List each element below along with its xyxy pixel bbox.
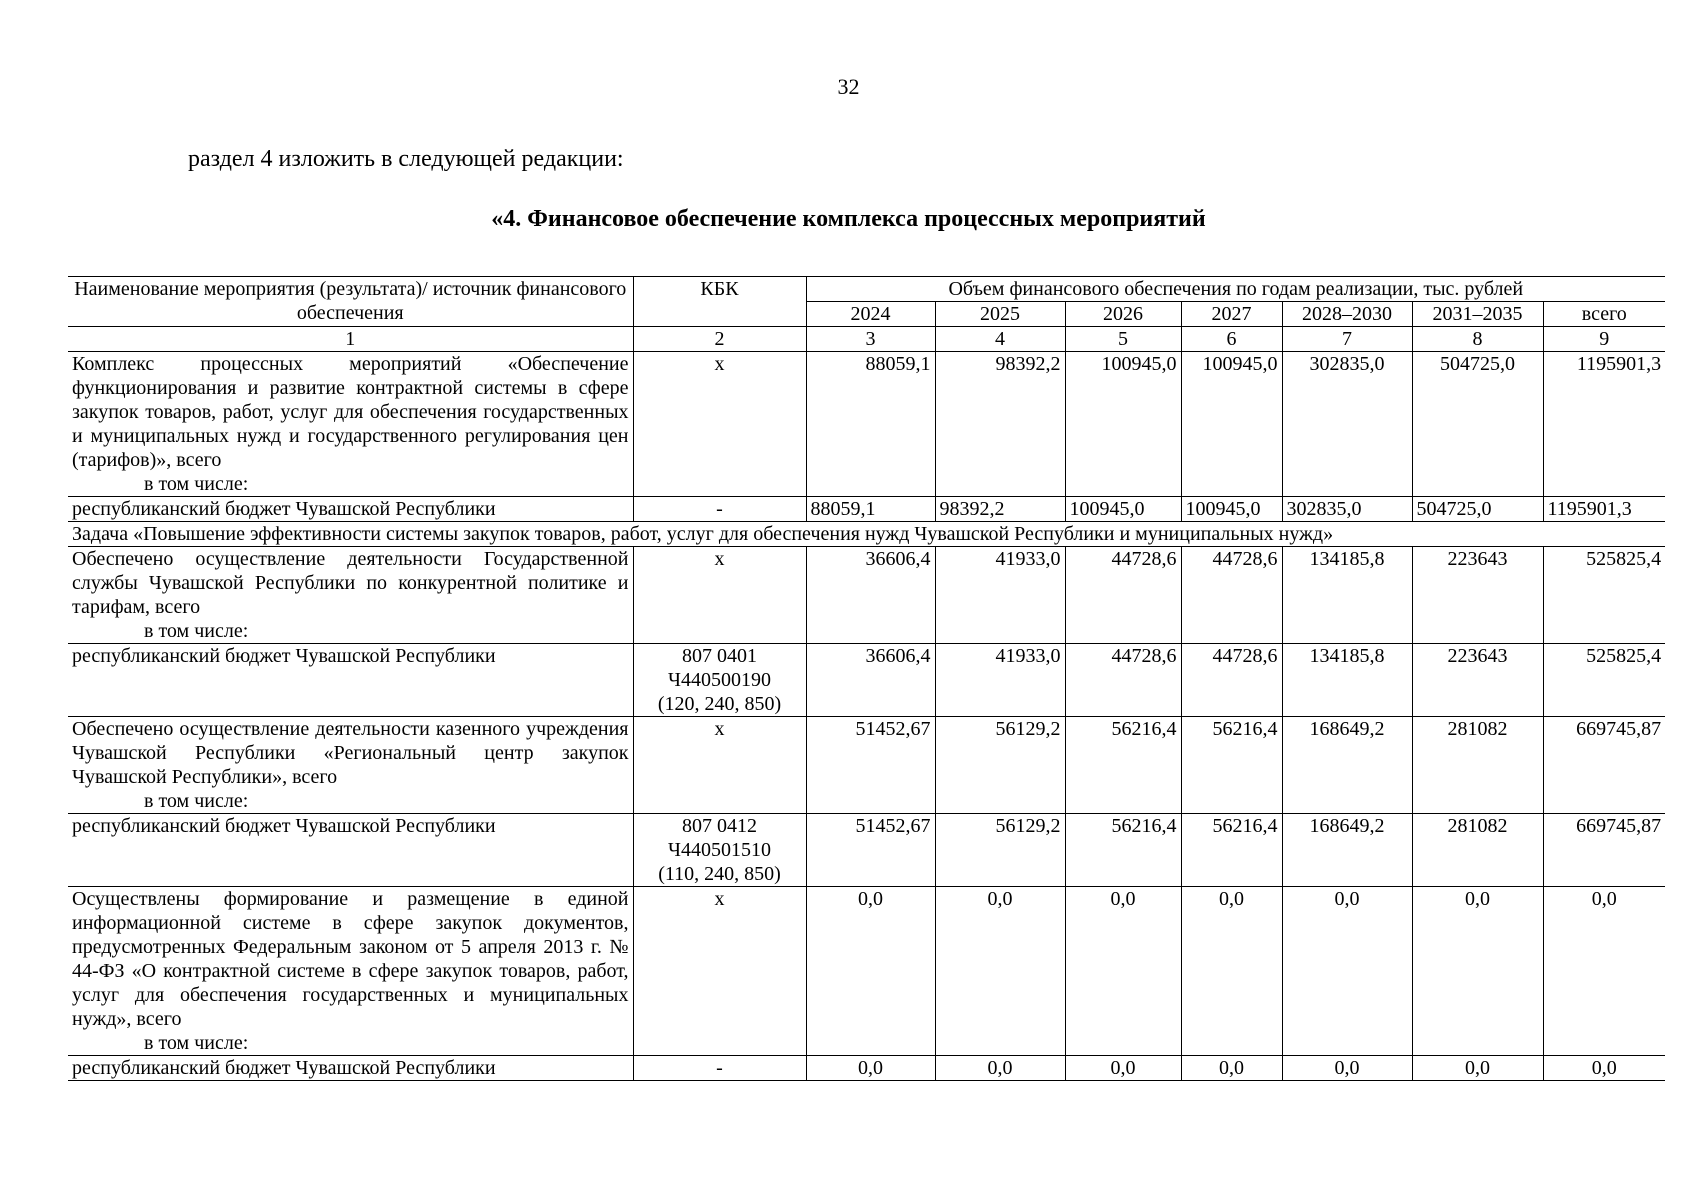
row-name: республиканский бюджет Чувашской Республики <box>68 1056 633 1081</box>
cell-2031-2035: 0,0 <box>1412 1056 1543 1081</box>
cell-2024: 51452,67 <box>806 717 935 814</box>
cell-total: 1195901,3 <box>1543 352 1665 497</box>
cell-2027: 44728,6 <box>1181 547 1282 644</box>
row-kbk: х <box>633 717 806 814</box>
column-number: 2 <box>633 327 806 352</box>
cell-2031-2035: 281082 <box>1412 717 1543 814</box>
section-heading: «4. Финансовое обеспечение комплекса процессных мероприятий <box>491 206 1206 232</box>
cell-2028-2030: 302835,0 <box>1282 497 1412 522</box>
header-year: 2025 <box>935 302 1065 327</box>
row-kbk: х <box>633 352 806 497</box>
intro-text: раздел 4 изложить в следующей редакции: <box>188 146 624 172</box>
row-note: в том числе: <box>144 1032 249 1054</box>
cell-2028-2030: 0,0 <box>1282 887 1412 1056</box>
kbk-line: 807 0412 <box>682 815 757 837</box>
cell-total: 0,0 <box>1543 887 1665 1056</box>
cell-2025: 56129,2 <box>935 717 1065 814</box>
cell-2025: 41933,0 <box>935 644 1065 717</box>
cell-2027: 0,0 <box>1181 1056 1282 1081</box>
cell-2031-2035: 223643 <box>1412 644 1543 717</box>
table-row <box>68 547 1665 644</box>
column-number: 9 <box>1543 327 1665 352</box>
row-note: в том числе: <box>144 473 249 495</box>
cell-2028-2030: 168649,2 <box>1282 717 1412 814</box>
kbk-line: (120, 240, 850) <box>657 693 782 715</box>
cell-2028-2030: 134185,8 <box>1282 644 1412 717</box>
cell-total: 1195901,3 <box>1543 497 1665 522</box>
cell-2028-2030: 0,0 <box>1282 1056 1412 1081</box>
row-kbk: - <box>633 1056 806 1081</box>
cell-2031-2035: 281082 <box>1412 814 1543 887</box>
table-row <box>68 814 1665 887</box>
column-number: 3 <box>806 327 935 352</box>
column-number: 5 <box>1065 327 1181 352</box>
row-name: Комплекс процессных мероприятий «Обеспечение функционирования и развитие контрактной системы в сфере закупок товаров, работ, услуг для обеспечения государственных и муниципальных нужд и государственного регулирования цен (тарифов)», всего в том числе: <box>68 352 633 497</box>
cell-2026: 0,0 <box>1065 887 1181 1056</box>
cell-2025: 41933,0 <box>935 547 1065 644</box>
task-text: Задача «Повышение эффективности системы закупок товаров, работ, услуг для обеспечения нужд Чувашской Республики и муниципальных нужд» <box>68 522 1665 547</box>
kbk-line: Ч440500190 <box>668 669 771 691</box>
cell-2027: 0,0 <box>1181 887 1282 1056</box>
cell-2031-2035: 504725,0 <box>1412 497 1543 522</box>
cell-2025: 0,0 <box>935 1056 1065 1081</box>
row-name: республиканский бюджет Чувашской Республики <box>68 814 633 887</box>
cell-2026: 44728,6 <box>1065 547 1181 644</box>
column-number: 1 <box>68 327 633 352</box>
row-kbk: х <box>633 547 806 644</box>
cell-2024: 36606,4 <box>806 547 935 644</box>
row-kbk: х <box>633 887 806 1056</box>
table-row <box>68 887 1665 1056</box>
cell-2027: 100945,0 <box>1181 497 1282 522</box>
cell-2024: 0,0 <box>806 887 935 1056</box>
kbk-line: (110, 240, 850) <box>658 863 781 885</box>
row-name: республиканский бюджет Чувашской Республики <box>68 644 633 717</box>
kbk-line: 807 0401 <box>682 645 757 667</box>
cell-total: 525825,4 <box>1543 644 1665 717</box>
header-year: 2027 <box>1181 302 1282 327</box>
header-year: 2026 <box>1065 302 1181 327</box>
kbk-line: Ч440501510 <box>668 839 771 861</box>
row-name: Осуществлены формирование и размещение в единой информационной системе в сфере закупок документов, предусмотренных Федеральным законом от 5 апреля 2013 г. № 44-ФЗ «О контрактной системе в сфере закупок товаров, работ, услуг для обеспечения государственных и муниципальных нужд», всего в том числе: <box>68 887 633 1056</box>
header-year: 2031–2035 <box>1412 302 1543 327</box>
table-row <box>68 352 1665 497</box>
table-row <box>68 717 1665 814</box>
column-number: 4 <box>935 327 1065 352</box>
cell-2028-2030: 168649,2 <box>1282 814 1412 887</box>
cell-2024: 51452,67 <box>806 814 935 887</box>
header-volume: Объем финансового обеспечения по годам реализации, тыс. рублей <box>806 277 1665 302</box>
cell-2026: 56216,4 <box>1065 717 1181 814</box>
header-year: 2024 <box>806 302 935 327</box>
cell-2026: 100945,0 <box>1065 352 1181 497</box>
row-name: Обеспечено осуществление деятельности Государственной службы Чувашской Республики по конкурентной политике и тарифам, всего в том числе: <box>68 547 633 644</box>
cell-2024: 88059,1 <box>806 352 935 497</box>
row-note: в том числе: <box>144 790 249 812</box>
header-kbk: КБК <box>633 277 806 327</box>
cell-2026: 0,0 <box>1065 1056 1181 1081</box>
header-year: 2028–2030 <box>1282 302 1412 327</box>
cell-2025: 98392,2 <box>935 352 1065 497</box>
header-name: Наименование мероприятия (результата)/ источник финансового обеспечения <box>68 277 633 327</box>
cell-2028-2030: 302835,0 <box>1282 352 1412 497</box>
column-number: 6 <box>1181 327 1282 352</box>
cell-total: 669745,87 <box>1543 717 1665 814</box>
row-kbk <box>633 644 806 717</box>
cell-2026: 100945,0 <box>1065 497 1181 522</box>
page-number: 32 <box>837 74 860 99</box>
cell-2025: 0,0 <box>935 887 1065 1056</box>
cell-2028-2030: 134185,8 <box>1282 547 1412 644</box>
cell-2024: 88059,1 <box>806 497 935 522</box>
cell-2026: 44728,6 <box>1065 644 1181 717</box>
cell-2031-2035: 223643 <box>1412 547 1543 644</box>
cell-2027: 56216,4 <box>1181 717 1282 814</box>
cell-2024: 0,0 <box>806 1056 935 1081</box>
row-kbk: - <box>633 497 806 522</box>
cell-total: 0,0 <box>1543 1056 1665 1081</box>
cell-2031-2035: 504725,0 <box>1412 352 1543 497</box>
cell-total: 669745,87 <box>1543 814 1665 887</box>
cell-2031-2035: 0,0 <box>1412 887 1543 1056</box>
table-row <box>68 644 1665 717</box>
row-name: республиканский бюджет Чувашской Республики <box>68 497 633 522</box>
cell-2026: 56216,4 <box>1065 814 1181 887</box>
cell-2027: 44728,6 <box>1181 644 1282 717</box>
cell-2027: 56216,4 <box>1181 814 1282 887</box>
cell-total: 525825,4 <box>1543 547 1665 644</box>
financing-table <box>68 276 1665 1081</box>
table-row <box>68 497 1665 522</box>
column-number: 8 <box>1412 327 1543 352</box>
header-total: всего <box>1543 302 1665 327</box>
cell-2025: 56129,2 <box>935 814 1065 887</box>
cell-2024: 36606,4 <box>806 644 935 717</box>
cell-2025: 98392,2 <box>935 497 1065 522</box>
row-name: Обеспечено осуществление деятельности казенного учреждения Чувашской Республики «Региональный центр закупок Чувашской Республики», всего в том числе: <box>68 717 633 814</box>
task-row <box>68 522 1665 547</box>
table-row <box>68 1056 1665 1081</box>
row-note: в том числе: <box>144 620 249 642</box>
cell-2027: 100945,0 <box>1181 352 1282 497</box>
column-number: 7 <box>1282 327 1412 352</box>
row-kbk <box>633 814 806 887</box>
